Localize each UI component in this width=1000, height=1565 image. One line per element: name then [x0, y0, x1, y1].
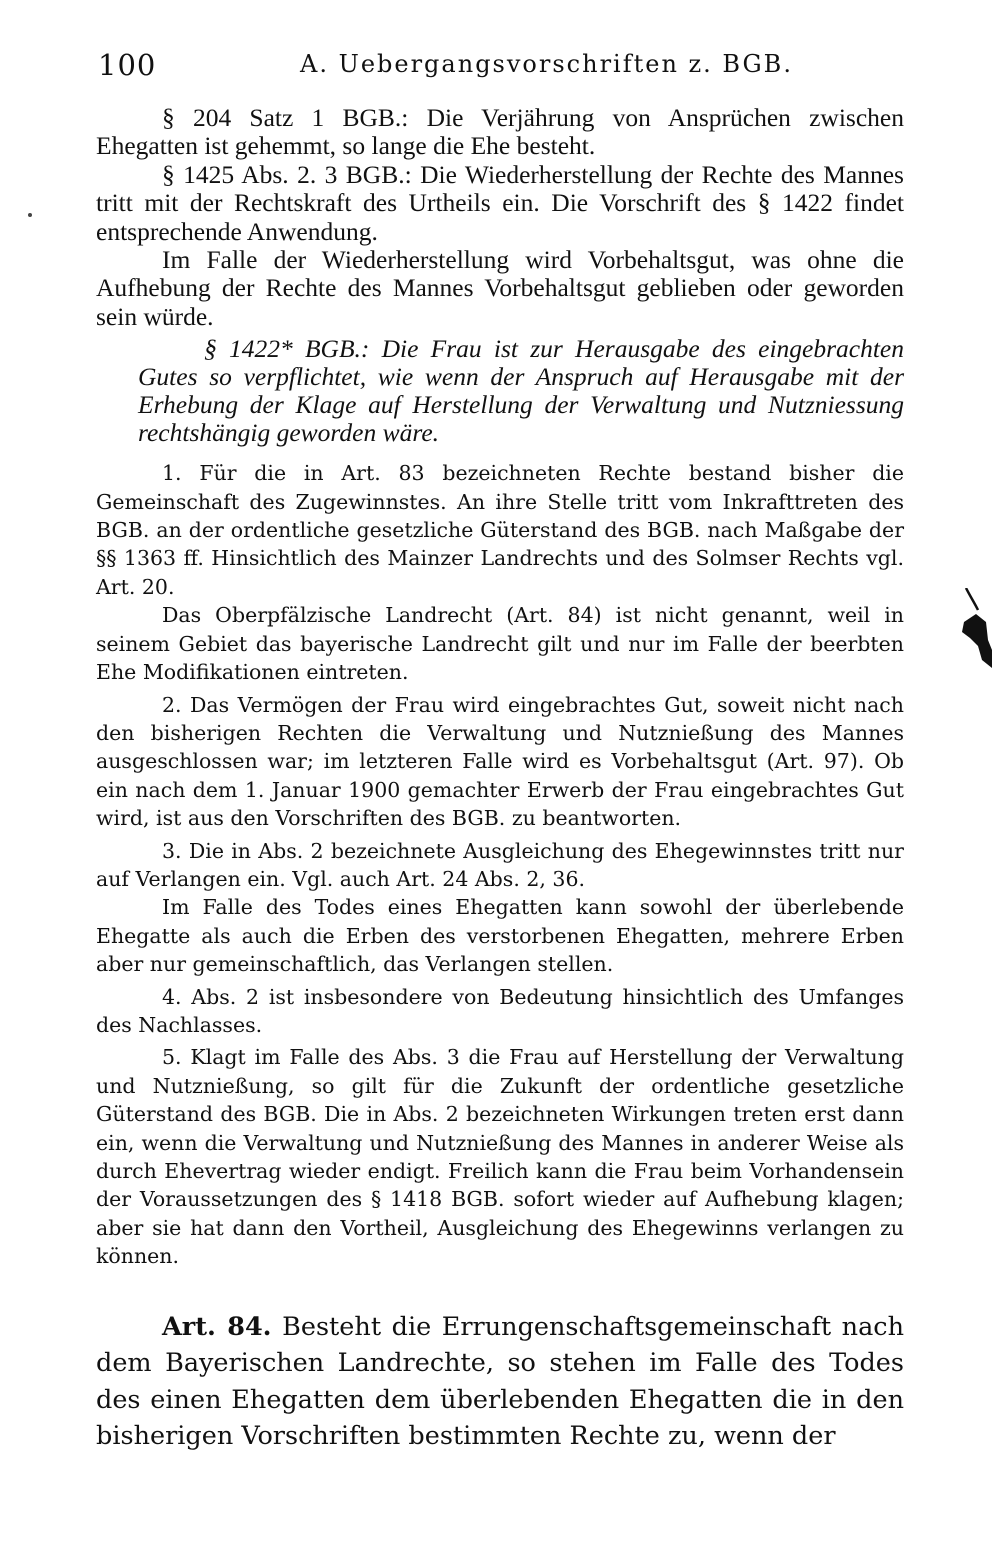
article-text: Besteht die Errungenschaftsgemeinschaft nach dem Bayerischen Landrechte, so stehen im Falle des Todes des einen Ehegatten dem überlebenden Ehegatten die in den bisherigen Vorschriften bestimmten Rechte zu, wenn der [96, 1311, 905, 1452]
paragraph-wiederherstellung: Im Falle der Wiederherstellung wird Vorbehaltsgut, was ohne die Aufhebung der Rechte des Mannes Vorbehaltsgut geblieben oder geworden sein würde. [96, 245, 904, 331]
note-1-continuation: Das Oberpfälzische Landrecht (Art. 84) ist nicht genannt, weil in seinem Gebiet das bayerische Landrecht gilt und nur im Falle der beerbten Ehe Modifikationen eintreten. [96, 603, 904, 685]
page-edge-damage [958, 588, 992, 668]
note-1: 1. Für die in Art. 83 bezeichneten Rechte bestand bisher die Gemeinschaft des Zugewinnstes. An ihre Stelle tritt vom Inkrafttreten des BGB. an der ordentliche gesetzliche Güterstand des BGB. nach Maßgabe der §§ 1363 ff. Hinsichtlich des Mainzer Landrechts und des Solmser Rechts vgl. Art. 20. [96, 461, 904, 599]
note-2: 2. Das Vermögen der Frau wird eingebrachtes Gut, soweit nicht nach den bisherigen Rechten die Verwaltung und Nutznießung des Mannes ausgeschlossen war; im letzteren Falle wird es Vorbehaltsgut (Art. 97). Ob ein nach dem 1. Januar 1900 gemachter Erwerb der Frau eingebrachtes Gut wird, ist aus den Vorschriften des BGB. zu beantworten. [96, 692, 904, 831]
paragraph-bgb-204: § 204 Satz 1 BGB.: Die Verjährung von Ansprüchen zwischen Ehegatten ist gehemmt, so lange die Ehe besteht. [96, 103, 904, 161]
note-5: 5. Klagt im Falle des Abs. 3 die Frau auf Herstellung der Verwaltung und Nutznießung, so gilt für die Zukunft der ordentliche gesetzliche Güterstand des BGB. Die in Abs. 2 bezeichneten Wirkungen treten erst dann ein, wenn die Verwaltung und Nutznießung des Mannes in anderer Weise als durch Ehevertrag wieder endigt. Freilich kann die Frau beim Vorhandensein der Voraussetzungen des § 1418 BGB. sofort wieder auf Aufhebung klagen; aber sie hat dann den Vortheil, Ausgleichung des Ehegewinns verlangen zu können. [96, 1045, 904, 1269]
paragraph-bgb-1425: § 1425 Abs. 2. 3 BGB.: Die Wiederherstellung der Rechte des Mannes tritt mit der Rechtskraft des Urtheils ein. Die Vorschrift des § 1422 findet entsprechende Anwendung. [96, 159, 904, 246]
article-84 [96, 1309, 904, 1455]
note-4: 4. Abs. 2 ist insbesondere von Bedeutung hinsichtlich des Umfanges des Nachlasses. [96, 984, 904, 1037]
running-head [96, 44, 904, 90]
note-3-continuation: Im Falle des Todes eines Ehegatten kann sowohl der überlebende Ehegatte als auch die Erben des verstorbenen Ehegatten, mehrere Erben aber nur gemeinschaftlich, das Verlangen stellen. [96, 895, 904, 977]
paragraph-bgb-1422-italic: § 1422* BGB.: Die Frau ist zur Herausgabe des eingebrachten Gutes so verpflichtet, wie wenn der Anspruch auf Herausgabe mit der Erhebung der Klage auf Herstellung der Verwaltung und Nutzniessung rechtshängig geworden wäre. [138, 334, 904, 448]
running-title: A. Uebergangsvorschriften z. BGB. [300, 50, 793, 78]
note-3: 3. Die in Abs. 2 bezeichnete Ausgleichung des Ehegewinnstes tritt nur auf Verlangen ein. Vgl. auch Art. 24 Abs. 2, 36. [96, 838, 904, 891]
margin-speck [28, 213, 32, 217]
book-page [96, 44, 904, 1455]
article-label: Art. 84. [162, 1311, 272, 1342]
page-number: 100 [98, 48, 157, 82]
